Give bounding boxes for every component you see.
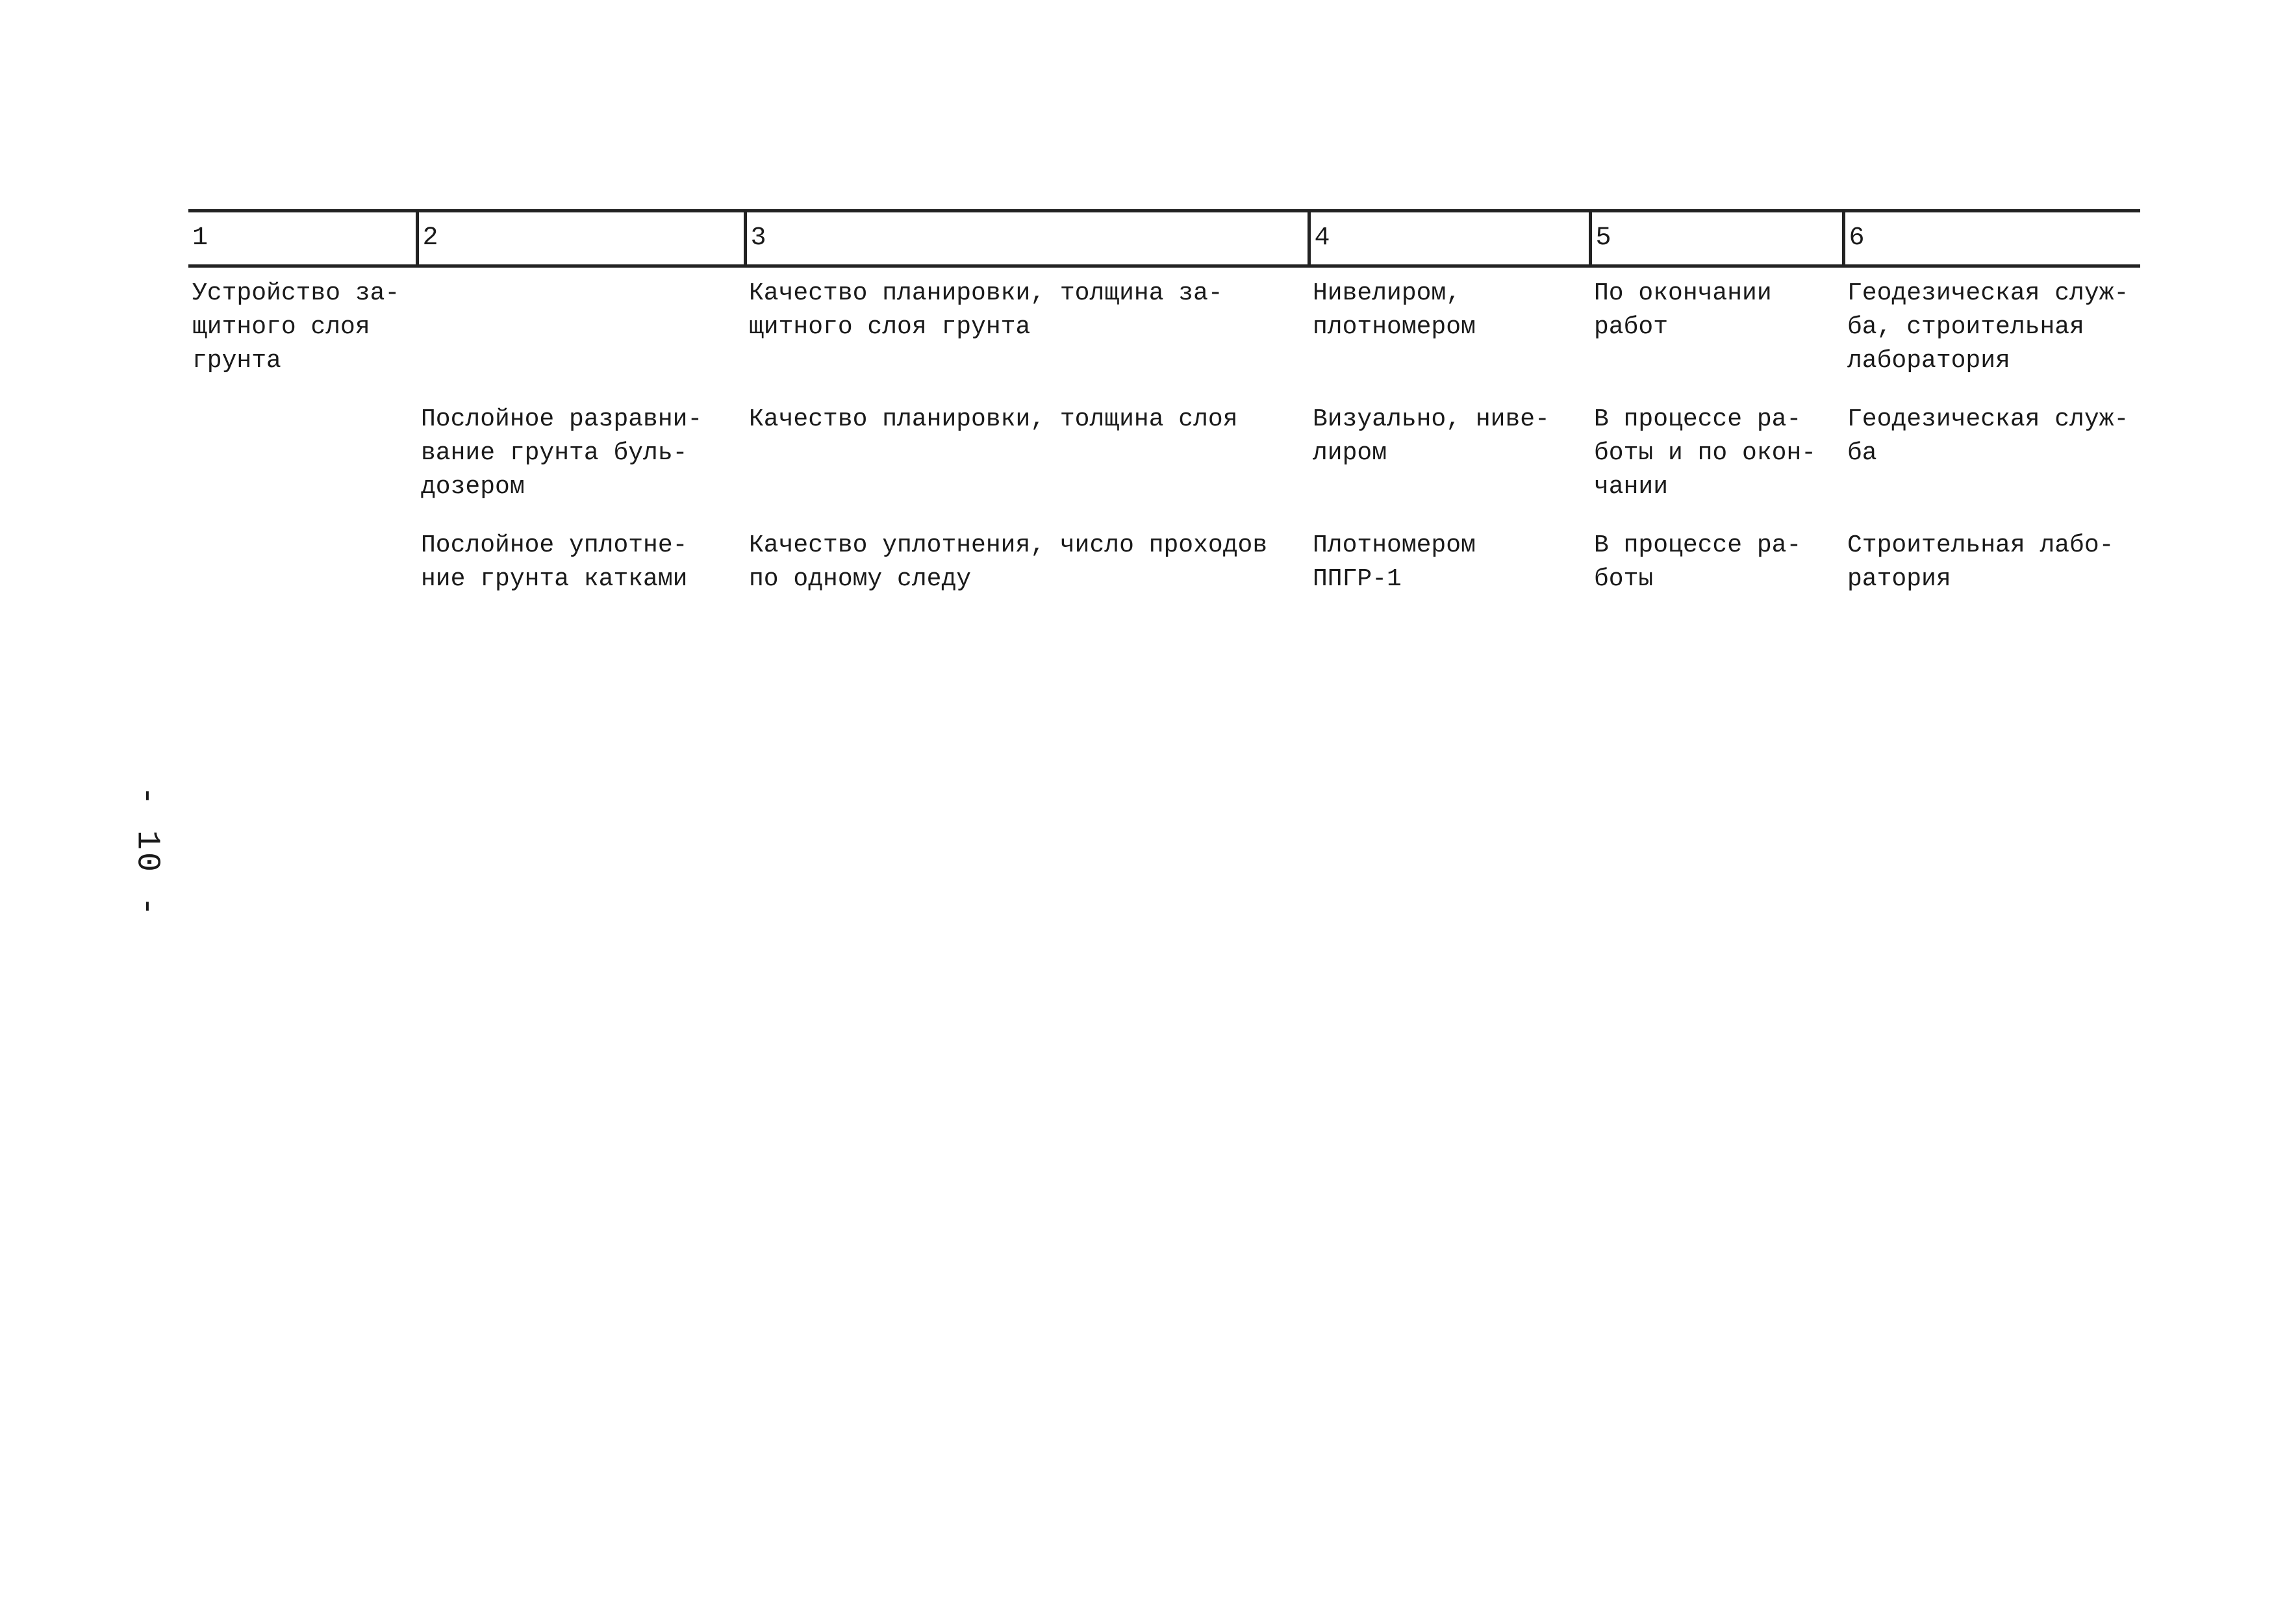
cell-line: ратория [1847,565,1951,593]
cell-line: Плотномером [1313,531,1476,559]
table-row [188,266,2140,396]
table-cell-control-item [745,521,1309,613]
cell-line: Качество уплотнения, число проходов [749,531,1268,559]
cell-line: По окончании [1594,279,1772,307]
table-cell-operation [188,266,417,396]
control-table-wrapper [188,209,2140,613]
cell-line: ние грунта катками [421,565,688,593]
cell-line: щитного слоя [192,313,370,341]
table-cell-responsible [1843,395,2140,521]
table-cell-responsible [1843,521,2140,613]
cell-line: Послойное разравни- [421,405,703,433]
table-cell-method [1309,521,1590,613]
cell-line: лиром [1313,439,1387,467]
cell-line: В процессе ра- [1594,405,1802,433]
table-cell-operation [188,395,417,521]
column-header-2: 2 [417,211,745,266]
column-header-1: 1 [188,211,417,266]
cell-line: плотномером [1313,313,1476,341]
header-row [188,211,2140,266]
cell-line: дозером [421,473,525,501]
cell-line: Устройство за- [192,279,400,307]
table-cell-sub-operation [417,395,745,521]
quality-control-table [188,209,2140,613]
cell-line: ППГР-1 [1313,565,1402,593]
page-number [114,787,179,917]
cell-line: В процессе ра- [1594,531,1802,559]
table-cell-responsible [1843,266,2140,396]
column-header-5: 5 [1590,211,1843,266]
cell-line: Визуально, нивe- [1313,405,1550,433]
table-cell-method [1309,395,1590,521]
table-cell-operation [188,521,417,613]
table-cell-timing [1590,266,1843,396]
cell-line: боты [1594,565,1654,593]
table-row [188,395,2140,521]
table-cell-control-item [745,395,1309,521]
cell-line: Геодезическая служ- [1847,279,2129,307]
cell-line: Геодезическая служ- [1847,405,2129,433]
column-header-3: 3 [745,211,1309,266]
cell-line: ба [1847,439,1877,467]
cell-line: чании [1594,473,1669,501]
table-row [188,521,2140,613]
cell-line: Строительная лабо- [1847,531,2114,559]
cell-line: щитного слоя грунта [749,313,1031,341]
cell-line: по одному следу [749,565,972,593]
table-cell-sub-operation [417,521,745,613]
cell-line: Послойное уплотне- [421,531,688,559]
table-cell-sub-operation [417,266,745,396]
table-cell-timing [1590,395,1843,521]
cell-line: Качество планировки, толщина за- [749,279,1223,307]
table-cell-method [1309,266,1590,396]
cell-line: ба, строительная [1847,313,2084,341]
cell-line: лаборатория [1847,347,2010,375]
table-cell-control-item [745,266,1309,396]
column-header-6: 6 [1843,211,2140,266]
column-header-4: 4 [1309,211,1590,266]
cell-line: Качество планировки, толщина слоя [749,405,1238,433]
table-cell-timing [1590,521,1843,613]
cell-line: боты и по окон- [1594,439,1817,467]
page-number-text: - 10 - [128,785,166,919]
cell-line: работ [1594,313,1669,341]
cell-line: грунта [192,347,281,375]
cell-line: вание грунта буль- [421,439,688,467]
cell-line: Нивелиром, [1313,279,1461,307]
